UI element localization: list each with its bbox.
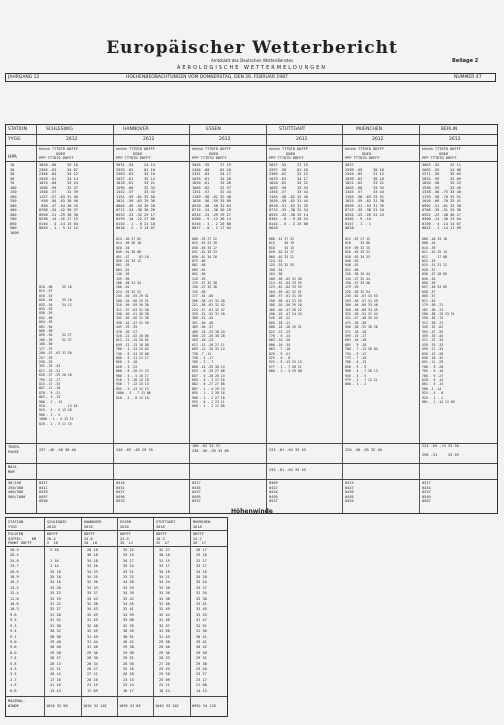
maxwind-value: 1034 32 101 <box>83 704 107 708</box>
lower-table <box>5 517 228 717</box>
maximum-label: MAXI- MUM <box>8 465 19 474</box>
thickness-value: 0316 0431 0437 0496 0533 <box>116 481 125 503</box>
station-schleswig: SCHLESWIG <box>46 127 73 132</box>
thickness-value: 0315 0427 0436 0495 0535 <box>345 481 354 503</box>
code-header: hhhhh TTTDTD DDFFF DDEH PPP TTTDTD DDFFF <box>422 147 461 160</box>
tropopause-value: 233 -61 -64 33 55 <box>269 448 306 452</box>
significant-levels-schleswig: 010 -60 35 10 013 -57 018 -53 020 -54 35 16 033 -54 34 12 035 -63 036 -59 042 -60 054 -55 061 -64 080 -58 099 -55 32 27 100 -59 32 37 108 -56 177 -57 200 -57 -63 31 50 257 -59 290 -53 392 -35 -43 617 -29 -31 620 -27 -29 20 20 795 -15 -17 815 -17 -33 867 -11 -18 878 - 9 -21 863 - 5 -13 900 - 2 - 14 910 - 13 28 925 - 4 - 5 13 26 960 - 1 - 5 1000 - 1 - 4 13 12 020 - 1 - 5 11 15 <box>39 285 78 426</box>
significant-levels-berlin: 006 -40 33 18 008 -44 010 -39 011 -42 25 13 012 17 08 013 -45 015 -51 31 22 020 -51 030 -57 28 05 040 -54 050 -55 057 -56 34 09 058 -57 065 -57 071 -61 179 -56 -71 182 -56 -74 200 -58 -70 33 51 258 -56 -75 312 -58 -71 349 -52 -62 394 -47 -59 459 -35 -44 512 -22 -33 539 -25 -33 559 -17 -33 626 -15 -28 650 -18 -35 651 -11 -29 700 - 8 -28 765 - 9 -18 768 - 9 -27 828 - 6 -14 861 - 5 -13 900 -1 -14 925 - 5 - 8 925 - 1 - 2 001 - 1 -14 11 09 <box>422 237 455 405</box>
upper-table <box>5 124 498 514</box>
maxwind-value: 1045 33 102 <box>155 704 179 708</box>
code-header: hhhhh TTTDTD DDFFF DDEH PPP TTTDTD DDFFF <box>39 147 78 160</box>
beilage-label: Beilage 2 <box>452 58 479 64</box>
pilot-value: DDFFF 24.2 26 17 <box>193 532 206 545</box>
yygg-value: 2612 <box>372 137 384 142</box>
lower-section-title: Höhenwinde <box>231 508 273 515</box>
pilot-value: DDFFF 18.3 32 27 <box>156 532 169 545</box>
thickness-label: 50/150 250/300 400/500 500/1000 <box>8 481 26 499</box>
tropopause-value: 100 -62 32 37 236 -56 -59 33 89 <box>192 444 229 453</box>
yygg-value: 2612 <box>219 137 231 142</box>
maxwind-value: 1095 31 85 <box>119 704 141 708</box>
standard-levels-essen: 3045 -55 27 19 2404 -60 01 10 2351 -63 34 17 2035 -61 34 20 1826 -61 33 26 1605 -62 32 37 1351 -57 32 44 1169 -58 -61 32 48 1026 -56 -59 33 89 0910 -48 -50 32 64 0714 -34 -36 30 18 0554 -23 -29 29 27 0300 - 9 -12 30 14 0144 - 1 - 2 26 08 0017 - 0 - 1 17 04 <box>192 163 231 230</box>
issue-number: NUMMER 47 <box>454 75 482 80</box>
code-header: hhhhh TTTDTD DDFFF DDEH PPP TTTDTD DDFFF <box>116 147 155 160</box>
thickness-value: 0317 0434 0437 0505 0537 <box>192 481 201 503</box>
station-muenchen: MUENCHEN <box>356 127 383 132</box>
code-header: hhhhh TTTDTD DDFFF DDEH PPP TTTDTD DDFFF <box>269 147 308 160</box>
significant-levels-muenchen: 012 -67 27 12 018 25 06 019 -69 32 15 026 -63 33 21 028 -62 34 23 040 -62 048 -61 052 -60 126 -58 34 44 144 -57 32 44 150 -57 33 46 179 -55 226 -58 32 54 245 -62 -67 33 53 263 -56 -57 31 49 300 -56 -60 33 48 350 -56 -60 33 49 325 -50 -51 31 44 431 -47 -48 35 44 475 -36 -38 500 -30 -32 30 38 571 -18 -20 599 -15 -17 603 -16 -18 685 - 9 -10 700 - 7 -13 26 04 734 - 9 -11 775 - 7 -10 780 - 6 -13 858 - 5 - 9 900 - 4 - 7 26 13 945 - 3 - 5 979 - 3 - 7 12 21 000 - 1 - 2 <box>345 237 378 387</box>
standard-levels-schleswig: 3028 -60 35 10 2364 -63 34 07 2346 -64 34 12 2028 -61 34 14 1819 -60 33 24 1596 -59 32 37 1340 -57 32 39 1157 -57 -63 31 50 950 -56 -63 30 40 858 -47 -54 30 25 0708 -34 -42 30 37 0550 -21 -29 28 30 0298 -14 -26 27 15 0140 - 4 -14 15 04 0020 - 1 - 5 11 15 <box>39 163 78 230</box>
pilot-value: DDFFF 26.4 2 18 <box>47 532 58 545</box>
standard-levels-hannover: 3031 -54 24 14 2593 -62 01 10 2363 -63 35 16 2027 -61 35 14 1818 -61 33 21 1596 -60 32 33 1342 -57 33 43 1151 -59 -61 32 50 1021 -59 -63 29 36 0864 -49 -55 30 28 0711 -34 -36 30 28 0553 -23 -32 29 17 0299 -10 -22 27 06 0145 - 1 - 6 21 18 0018 - 2 - 3 13 07 <box>116 163 155 230</box>
code-header: hhhhh TTTDTD DDFFF DDEH PPP TTTDTD DDFFF <box>192 147 231 160</box>
tropopause-label: TROPO- PAUSE <box>8 445 21 454</box>
winds-muenchen: 26 17 29 18 32 17 33 17 34 16 34 18 33 24 33 27 32 34 33 38 33 41 33 45 33 43 31 47 32 51 31 50 30 41 29 41 30 42 29 40 29 31 29 30 25 20 23 27 23 17 21 08 14 13 <box>196 548 207 693</box>
page-title: Europäischer Wetterbericht <box>106 38 398 58</box>
tropopause-value: 237 -46 -58 30 40 <box>39 448 76 452</box>
pressure-levels: 10 20 30 50 70 100 150 200 250 300 400 500 700 850 900 1000 <box>10 163 19 235</box>
station-essen: ESSEN <box>206 127 221 132</box>
pilot-value: DDFFF 24.0 28 18 <box>84 532 97 545</box>
maxwind-value: 1020 32 98 <box>46 704 68 708</box>
section-title: AEROLOGISCHE WETTERMELDUNGEN <box>176 65 328 71</box>
issue-bar <box>5 73 496 82</box>
station-hannover: HANNOVER <box>123 127 149 132</box>
jahrgang: JAHRGANG 12 <box>8 75 40 80</box>
maxwind-label: MAXIMAL- WINDE <box>8 699 26 708</box>
winds-essen: 35 12 35 15 34 17 35 24 33 21 33 22 34 28 33 29 34 39 33 42 34 45 32 41 34 93 33 88 32 76 30 49 30 51 30 42 29 38 29 36 29 31 28 30 25 18 26 18 23 15 23 14 16 17 <box>123 548 134 693</box>
station-stuttgart: STUTTGART 2618 <box>156 520 176 529</box>
station-label: STATION YYGG <box>8 520 24 529</box>
thickness-value: 0317 0411 0439 0497 0530 <box>39 481 48 503</box>
winds-schleswig: 2 18 1 16 1 14 35 18 35 18 34 16 33 20 33 22 32 19 31 22 32 27 31 28 31 52 31 38 30 32 30 36 29 48 30 40 29 28 28 27 26 13 22 21 20 14 17 16 21 16 13 13 <box>50 548 61 693</box>
winds-stuttgart: 32 27 30 18 31 15 33 17 34 18 34 21 34 24 33 30 33 36 34 38 32 40 32 49 32 44 31 46 32 57 31 50 31 45 29 38 29 40 29 36 28 33 27 26 25 23 25 20 25 09 22 11 16 14 <box>159 548 170 693</box>
yygg-value: 2612 <box>66 137 78 142</box>
thickness-value: 0309 0422 0434 0495 0537 <box>269 481 278 503</box>
maximum-value: 233 -61 -64 33 55 <box>269 468 306 472</box>
code-header: hhhhh TTTDTD DDFFF DDEH PPP TTTDTD DDFFF <box>345 147 384 160</box>
pilot-label: PILOTEN GIPFEL- KM PUNKT DDFFF <box>8 532 37 545</box>
station-essen: ESSEN 2618 <box>120 520 131 529</box>
station-stuttgart: STUTTGART <box>279 127 306 132</box>
maxwind-value: 0992 34 118 <box>192 704 216 708</box>
station-schleswig: SCHLESWIG 2618 <box>47 520 67 529</box>
page-subtitle: Amtsblatt des Deutschen Wetterdienstes <box>210 58 294 63</box>
yygg-value: 2612 <box>143 137 155 142</box>
pilot-value: DDFFF 24.9 35 12 <box>120 532 133 545</box>
standard-levels-berlin: 3063 -52 22 11 2603 -55 24 08 2371 -59 35 05 2032 -59 34 09 1820 -58 33 23 1598 -59 33 45 1338 -56 -75 33 40 1155 -58 -70 33 51 1016 -60 -70 33 41 0902 -51 -61 33 38 0706 -35 -51 34 36 0552 -23 -40 36 27 0300 -14 -30 23 04 0150 - 4 -14 14 07 0022 - 1 -14 11 09 <box>422 163 461 230</box>
significant-levels-hannover: 014 -56 27 02 014 -56 26 10 020 -54 049 -61 36 08 051 -57 01 10 056 -61 34 12 061 -55 064 -61 140 -55 155 -56 168 -58 31 34 200 -61 224 -55 32 51 245 -56 -59 29 31 288 -54 -56 29 31 310 -56 -59 30 30 312 -57 -63 31 50 340 -50 -51 30 38 342 -49 -56 31 38 390 -42 -47 31 38 449 -29 -35 470 -36 -37 520 -21 -42 28 06 613 -21 -15 26 02 649 -12 -13 18 08 700 - 4 -13 25 02 740 - 8 -24 19 08 800 - 5 -11 21 17 850 - 5 -18 828 - 3 -22 860 - 8 -26 21 23 900 - 5 - 5 16 17 916 - 5 -16 14 18 936 - 7 -12 13 13 955 - 5 -13 12 13 1000 - 3 - 7 13 08 016 - 2 - 6 12 10 <box>116 237 151 400</box>
station-hannover: HANNOVER 2618 <box>84 520 102 529</box>
observation-date: HOEHENBEOBACHTUNGEN VOM DONNERSTAG, DEN 26. FEBRUAR 1987 <box>126 75 288 80</box>
height-levels: 30.9 26.4 24.0 23.7 20.6 18.9 16.2 13.5 12.4 11.8 10.6 10.3 9.6 9.5 9.3 9.4 9.1 9.0 9.0 8.0 7.4 5.8 4.3 3.5 2.7 1.5 0.6 <box>10 548 19 693</box>
significant-levels-stuttgart: 008 -51 27 31 012 26 19 018 33 15 028 -62 31 17 060 -62 33 22 124 -52 125 -53 32 35 150 -54 164 -56 200 -58 -62 31 46 214 -61 -64 33 55 223 -61 -64 33 55 264 -59 -62 32 51 306 -57 -61 31 35 350 -58 -61 31 35 388 -55 -56 29 26 466 -46 -47 28 22 490 -45 -47 24 34 526 -20 -22 605 -18 -21 608 -16 -18 29 31 622 -13 -23 770 - 6 -14 803 -10 -20 806 -10 -14 863 - 7 -18 870 - 9 -21 923 - 6 - 8 925 - 9 -13 25 13 977 - 1 - 7 28 21 000 - 2 - 3 29 08 <box>269 237 302 374</box>
standard-levels-stuttgart: 3037 -53 27 15 2597 -59 01 18 2365 -62 32 15 2029 -62 34 17 1820 -62 34 22 1603 -59 33 34 1345 -57 33 44 1164 -58 -62 32 46 1026 -59 -62 31 44 0910 -51 -53 31 35 0715 -35 -38 31 34 0553 -25 -38 29 14 0301 - 8 - 9 28 24 0144 - 0 - 2 25 08 0018 <box>269 163 308 230</box>
tropopause-value: 220 -58 -65 32 40 <box>345 448 382 452</box>
yygg-label: YYGG <box>8 137 21 142</box>
tropopause-value: 240 -63 -65 29 35 <box>116 448 153 452</box>
station-muenchen: MUENCHEN 2618 <box>193 520 211 529</box>
winds-hannover: 28 18 36 18 34 18 33 20 34 23 34 25 32 30 33 33 33 37 33 43 32 38 34 43 32 49 31 45 32 48 32 45 31 49 31 44 31 48 29 36 28 30 28 34 28 27 27 21 26 16 21 15 17 05 <box>87 548 98 693</box>
significant-levels-essen: 008 -53 27 22 025 -55 25 20 030 -63 34 17 031 -62 35 23 050 -61 34 28 073 -66 081 -60 089 -61 092 -56 118 -55 125 -57 32 38 150 -57 33 36 155 -58 177 -54 -60 200 -58 -61 32 48 221 -58 -62 31 42 224 -57 -61 32 47 329 -51 -52 31 48 360 -43 -45 361 -46 -48 469 -36 -37 489 -24 -25 30 24 500 -23 -26 30 28 563 -18 -25 612 -12 -26 27 11 669 -12 -16 33 14 736 -7 -12 750 - 5 -17 789 - 2 - 7 800 -14 -29 30 14 853 - 8 -29 27 08 857 - 0 -28 26 14 869 - 0 - 3 27 16 882 - 6 -27 27 08 887 - 1 - 4 29 15 895 - 2 - 3 28 16 900 - 1 - 2 27 18 953 - 0 - 2 23 11 000 - 1 - 2 17 06 <box>192 237 225 409</box>
station-berlin: BERLIN <box>441 127 458 132</box>
hpa-label: HPA <box>8 155 17 160</box>
thickness-value: 0317 0434 0437 0540 0507 <box>422 481 431 503</box>
station-label: STATION <box>8 127 27 132</box>
yygg-value: 2612 <box>296 137 308 142</box>
standard-levels-muenchen: 3037 2599 -59 30 10 2344 -63 31 12 2030 -63 30 16 1821 -62 33 21 1603 -60 33 33 1345 -57 33 44 1164 -58 -63 33 51 1025 -59 -62 31 30 0909 -51 -53 31 39 0715 -35 -38 31 34 0555 -23 -26 31 23 0302 - 9 -10 0147 - 1 - 1 0018 <box>345 163 384 230</box>
tropopause-value: 224 -64 -74 33 56 298 -51 33 49 <box>422 444 459 457</box>
yygg-value: 2612 <box>449 137 461 142</box>
